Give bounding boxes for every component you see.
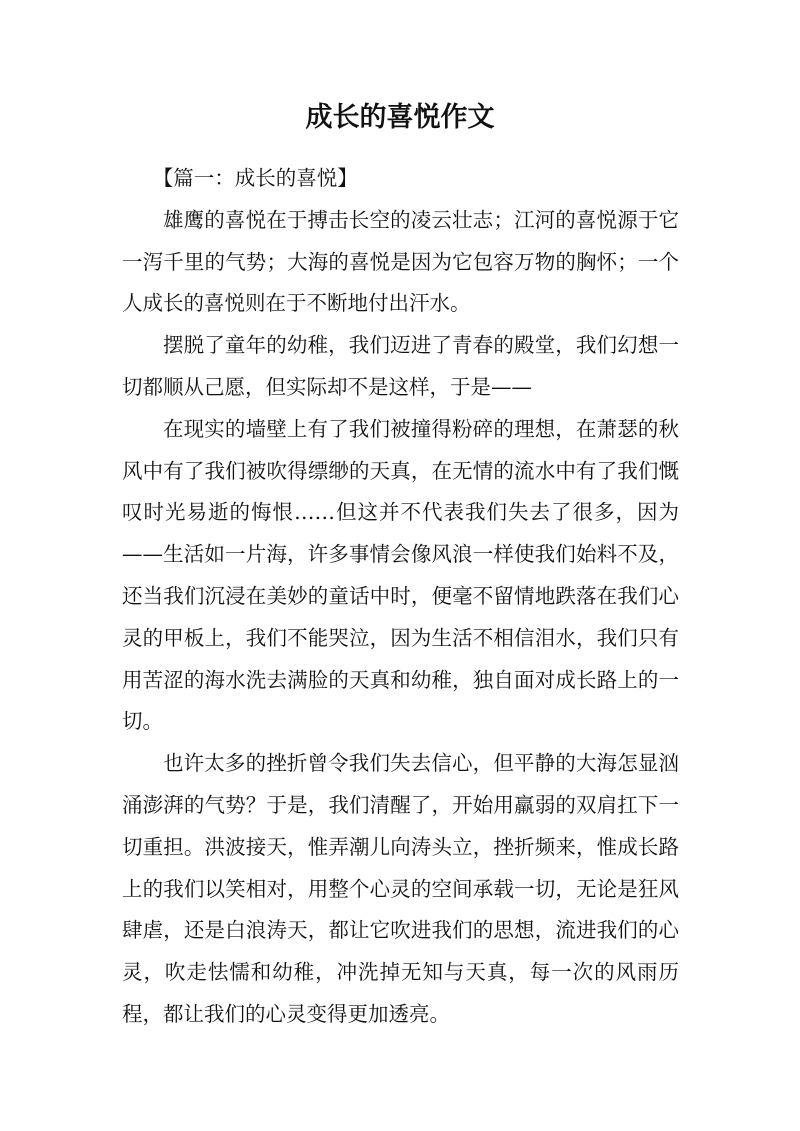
document-body bbox=[122, 158, 679, 1036]
paragraph-2: 摆脱了童年的幼稚，我们迈进了青春的殿堂，我们幻想一切都顺从己愿，但实际却不是这样，于是—— bbox=[122, 333, 679, 399]
section-heading: 【篇一：成长的喜悦】 bbox=[152, 166, 358, 190]
paragraph-3: 在现实的墙壁上有了我们被撞得粉碎的理想，在萧瑟的秋风中有了我们被吹得缥缈的天真，在无情的流水中有了我们慨叹时光易逝的悔恨……但这并不代表我们失去了很多，因为——生活如一片海，许多事情会像风浪一样使我们始料不及，还当我们沉浸在美妙的童话中时，便毫不留情地跌落在我们心灵的甲板上，我们不能哭泣，因为生活不相信泪水，我们只有用苦涩的海水洗去满脸的天真和幼稚，独自面对成长路上的一切。 bbox=[122, 416, 679, 734]
paragraph-1: 雄鹰的喜悦在于搏击长空的凌云壮志；江河的喜悦源于它一泻千里的气势；大海的喜悦是因为它包容万物的胸怀；一个人成长的喜悦则在于不断地付出汗水。 bbox=[122, 207, 679, 316]
document-title: 成长的喜悦作文 bbox=[305, 102, 495, 133]
paragraph-4: 也许太多的挫折曾令我们失去信心，但平静的大海怎显汹涌澎湃的气势？于是，我们清醒了，开始用羸弱的双肩扛下一切重担。洪波接天，惟弄潮儿向涛头立，挫折频来，惟成长路上的我们以笑相对，用整个心灵的空间承载一切，无论是狂风肆虐，还是白浪涛天，都让它吹进我们的思想，流进我们的心灵，吹走怯懦和幼稚，冲洗掉无知与天真，每一次的风雨历程，都让我们的心灵变得更加透亮。 bbox=[122, 751, 679, 1026]
